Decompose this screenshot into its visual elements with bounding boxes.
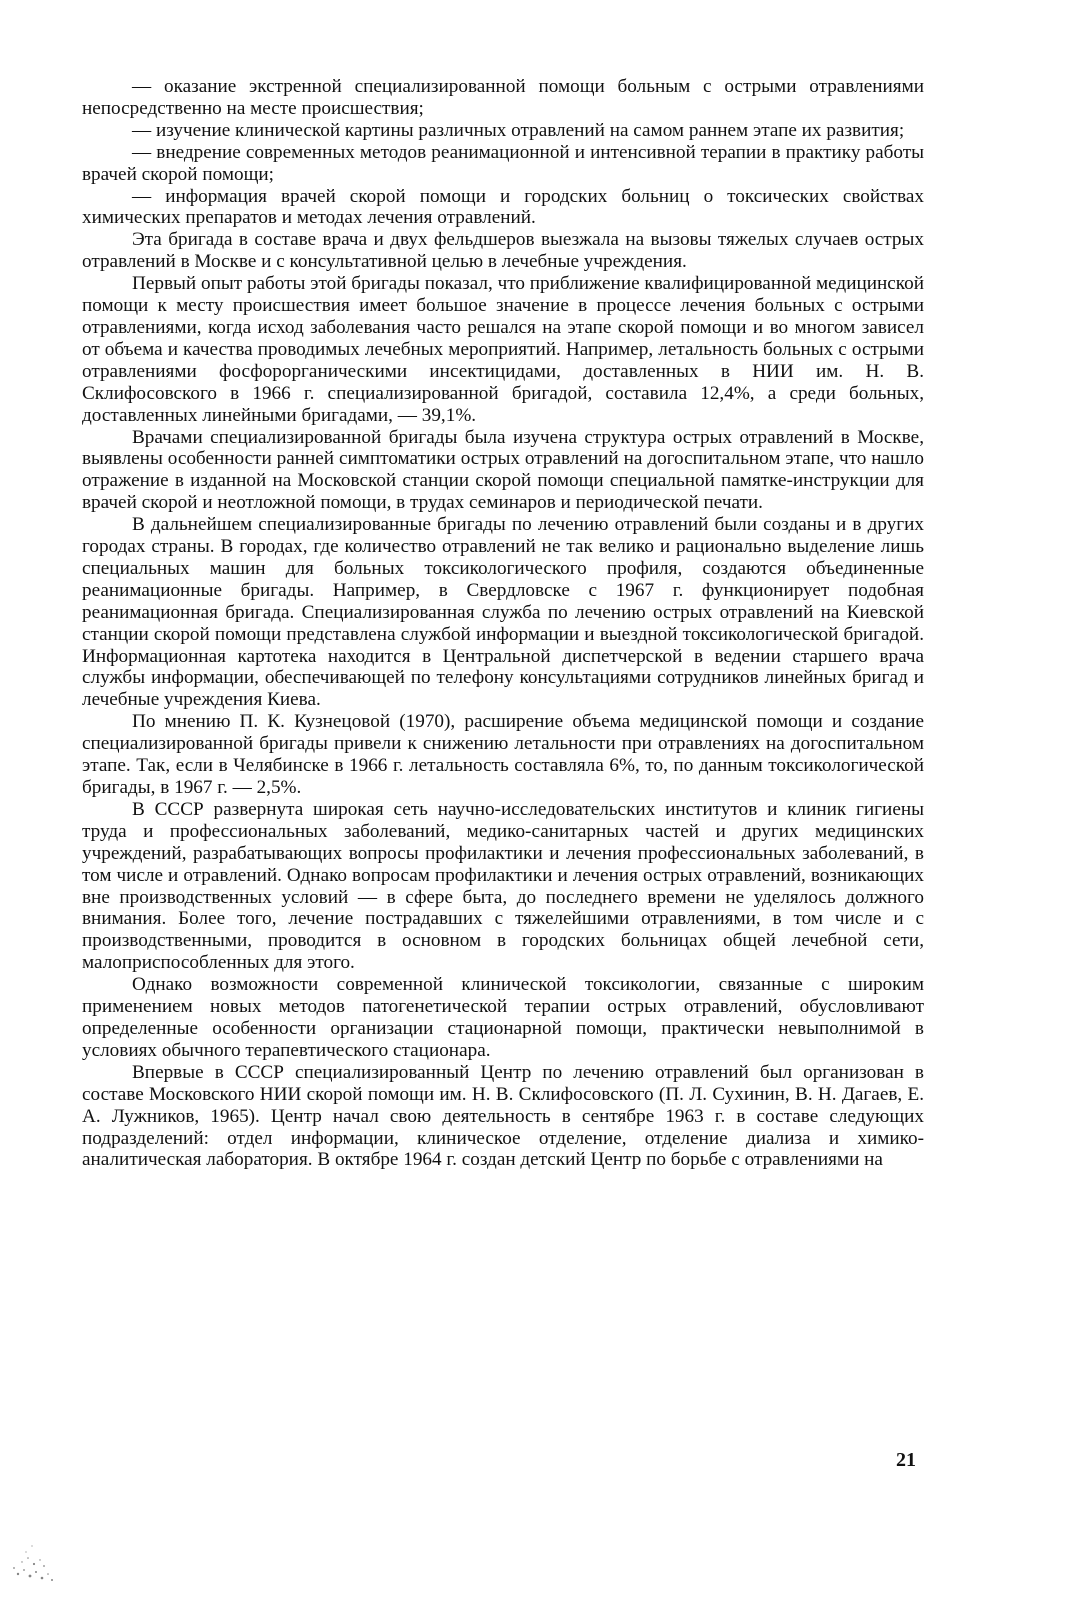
paragraph-brigade-composition: Эта бригада в составе врача и двух фельдшеров выезжала на вызовы тяжелых случаев острых отравлений в Москве и с консультативной целью в лечебные учреждения.: [82, 229, 924, 273]
paragraph-clinical-toxicology: Однако возможности современной клинической токсикологии, связанные с широким применением новых методов патогенетической терапии острых отравлений, обусловливают определенные особенности организации стационарной помощи, практически невыполнимой в условиях обычного терапевтического стационара.: [82, 974, 924, 1061]
list-item-emergency-care: — оказание экстренной специализированной помощи больным с острыми отравлениями непосредственно на месте происшествия;: [82, 76, 924, 119]
paragraph-kuznetsova: По мнению П. К. Кузнецовой (1970), расширение объема медицинской помощи и создание специализированной бригады привели к снижению летальности при отравлениях на догоспитальном этапе. Так, если в Челябинске в 1966 г. летальность составляла 6%, то, по данным токсикологической бригады, в 1967 г. — 2,5%.: [82, 711, 924, 798]
paragraph-other-cities: В дальнейшем специализированные бригады по лечению отравлений были созданы и в других городах страны. В городах, где количество отравлений не так велико и рационально выделение лишь специальных машин для больных токсикологического профиля, создаются объединенные реанимационные бригады. Например, в Свердловске с 1967 г. функционирует подобная реанимационная бригада. Специализированная служба по лечению острых отравлений на Киевской станции скорой помощи представлена службой информации и выездной токсикологической бригадой. Информационная картотека находится в Центральной диспетчерской в ведении старшего врача службы информации, обеспечивающей по телефону консультациями сотрудников линейных бригад и лечебные учреждения Киева.: [82, 514, 924, 711]
body-text: [82, 76, 924, 1171]
list-item-information: — информация врачей скорой помощи и городских больниц о токсических свойствах химических препаратов и методах лечения отравлений.: [82, 185, 924, 229]
paragraph-ussr-network: В СССР развернута широкая сеть научно-исследовательских институтов и клиник гигиены труда и профессиональных заболеваний, медико-санитарных частей и других медицинских учреждений, разрабатывающих вопросы профилактики и лечения профессиональных заболеваний, в том числе и отравлений. Однако вопросам профилактики и лечения острых отравлений, возникающих вне производственных условий — в сфере быта, до последнего времени не уделялось должного внимания. Более того, лечение пострадавших с тяжелейшими отравлениями, в том числе и с производственными, проводится в основном в городских больницах общей лечебной сети, малоприспособленных для этого.: [82, 798, 924, 974]
paragraph-first-center: Впервые в СССР специализированный Центр по лечению отравлений был организован в составе Московского НИИ скорой помощи им. Н. В. Склифосовского (П. Л. Сухинин, В. Н. Дагаев, Е. А. Лужников, 1965). Центр начал свою деятельность в сентябре 1963 г. в составе следующих подразделений: отдел информации, клиническое отделение, отделение диализа и химико-аналитическая лаборатория. В октябре 1964 г. создан детский Центр по борьбе с отравлениями на: [82, 1061, 924, 1171]
page-body: [82, 76, 924, 1171]
paragraph-structure-study: Врачами специализированной бригады была изучена структура острых отравлений в Москве, выявлены особенности ранней симптоматики острых отравлений на догоспитальном этапе, что нашло отражение в изданной на Московской станции скорой помощи специальной памятке-инструкции для врачей скорой и неотложной помощи, в трудах семинаров и периодической печати.: [82, 426, 924, 514]
list-item-clinical-study: — изучение клинической картины различных отравлений на самом раннем этапе их развития;: [132, 119, 905, 141]
page-number: 21: [896, 1449, 916, 1471]
paragraph-first-experience: Первый опыт работы этой бригады показал, что приближение квалифицированной медицинской помощи к месту происшествия имеет большое значение в процессе лечения больных с острыми отравлениями, когда исход заболевания часто решался на этапе скорой помощи и во многом зависел от объема и качества проводимых лечебных мероприятий. Например, летальность больных с острыми отравлениями фосфорорганическими инсектицидами, доставленных в НИИ им. Н. В. Склифосовского в 1966 г. специализированной бригадой, составила 12,4%, а среди больных, доставленных линейными бригадами, — 39,1%.: [82, 273, 924, 426]
scan-smudge: [4, 1534, 60, 1582]
list-item-methods-introduction: — внедрение современных методов реанимационной и интенсивной терапии в практику работы врачей скорой помощи;: [82, 141, 924, 185]
